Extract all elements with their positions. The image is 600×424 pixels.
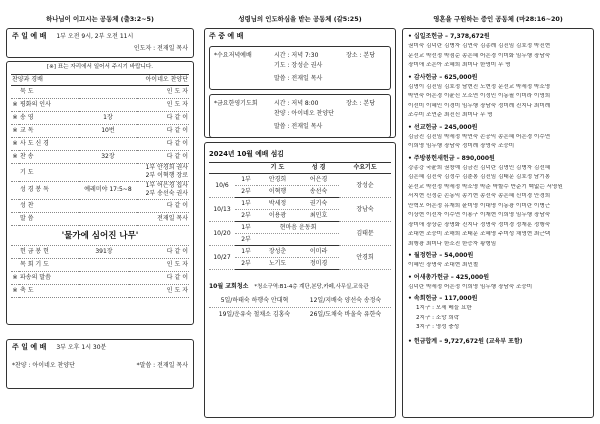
column-title: 하나님이 이끄시는 공동체 (출3:2~5) [46, 15, 154, 23]
order-row: 성 찬 다 같 이 [11, 199, 189, 212]
sermon-title: '물가에 심어진 나무' [11, 226, 189, 246]
offering-names: 이상현 이선자 이수연 이용구 이재현 이희영 임두행 장남숙 [408, 212, 551, 218]
offering-heading: • 선교헌금 – 245,000원 [408, 123, 478, 131]
offering-heading: • 어새총가헌금 – 425,000원 [408, 273, 490, 281]
offering-names: 1지구 : 모세 베들 요한 [416, 305, 472, 311]
column-weekday-worship [204, 0, 396, 424]
fri-name: *금요한영기도회 [214, 99, 258, 107]
order-table-2 [11, 246, 189, 299]
cleaning-item: 5일/하태숙 하행숙 안대혁 [220, 296, 289, 304]
column-title: 영혼을 구원하는 증인 공동체 (마28:16~20) [433, 15, 563, 23]
offering-names: 서지현 신정순 손동익 송기현 송선숙 송은혜 신미경 안경희 [408, 193, 551, 199]
main-service-box [6, 28, 194, 58]
order-row: ※ 교 독 10번 다 같 이 [11, 125, 189, 138]
offering-heading: • 월정헌금 – 54,000원 [408, 252, 474, 259]
offering-names: 김덕란 박세정 어은정 이희영 임두행 장남숙 조승미 [408, 283, 533, 290]
column-offerings [402, 0, 594, 424]
wed-word: 말씀 : 전재일 목사 [274, 75, 323, 82]
offering-names: 김명이 김진임 김호정 남현진 노현정 문선교 박세정 박소영 [408, 83, 551, 90]
order-header-item: 찬양과 경배 [11, 75, 137, 86]
cleaning-title: 10월 교회청소 [209, 283, 249, 291]
weekday-heading: 주 중 예 배 [209, 32, 244, 40]
roster-row: 10/20 1부 현마음 운동회 김태문 [209, 222, 391, 234]
order-row: ※ 축 도 인 도 자 [11, 285, 189, 298]
fri-time: 시간 : 저녁 8:00 [274, 99, 319, 107]
offering-names: 이희영 임두행 장남숙 정미례 장영숙 조승미 [408, 143, 515, 149]
roster-row: 2부 이용광 최민호 [209, 210, 391, 222]
offering-names: 강종강 국윤희 권창예 김금진 김덕란 김명인 김병자 김선혜 [408, 164, 551, 171]
offering-names: 안혁모 어은정 유재희 윤미영 이대명 이동광 이미란 이병근 [408, 202, 551, 209]
offering-names: 2지구 : 소망 희락 [416, 314, 460, 321]
stand-notice: [※] 표는 자리에서 일어서 주시기 바랍니다. [46, 64, 154, 70]
order-row: ※ 파송의 말씀 다 같 이 [11, 272, 189, 285]
offering-names: 문선교 박선정 박세정 박소영 박준 박할수 반준기 백없는 서영원 [408, 183, 563, 190]
wed-prayer: 기도 : 장성순 권사 [274, 62, 323, 69]
wednesday-service [209, 46, 391, 90]
wed-time: 시간 : 저녁 7:30 [274, 51, 319, 59]
fri-praise: 찬양 : 아이네오 찬양단 [274, 110, 334, 117]
fri-word: 말씀 : 전재일 목사 [274, 123, 323, 130]
offering-heading: • 십일조헌금 – 7,378,672원 [408, 33, 490, 40]
offering-names: 장미애 조은아 조혜희 최미나 한영미 무 명 [408, 62, 511, 68]
order-row: 묵 도 인 도 자 [11, 86, 189, 99]
roster-table [209, 162, 391, 270]
service-leader: 인도자 : 전재일 목사 [133, 44, 188, 52]
offering-names: 조수미 조연준 최진신 최미나 무 명 [408, 112, 493, 118]
offering-names: 권미숙 김덕란 김병자 김연숙 김종례 김진임 김호정 박진현 [408, 43, 551, 49]
column-title: 성령님의 인도하심을 받는 공동체 (갈5:25) [238, 15, 362, 23]
offering-names: 박연숙 어은경 이윤신 오소연 이정민 이동필 이미라 이영희 [408, 93, 551, 99]
order-row: ※ 평화의 인사 인 도 자 [11, 99, 189, 112]
roster-row: 2부 [209, 234, 391, 246]
afternoon-service-name: 주 일 예 배 [12, 343, 47, 351]
roster-title: 2024년 10월 예배 섬김 [209, 150, 284, 158]
scripture-row: 성 경 봉 독 예레미야 17:5~8 1부 어은경 집사 2부 송선숙 권사 [11, 181, 189, 199]
roster-row: 10/13 1부 박세정 권기숙 장남숙 [209, 198, 391, 210]
order-header-row [11, 75, 189, 86]
offerings-box [402, 28, 594, 418]
offering-names: 김은혜 김진숙 김정수 김춘봉 김진임 김태문 김호정 남기봉 [408, 174, 551, 180]
cleaning-item: 19일/운유숙 철채소 김홍숙 [218, 311, 291, 319]
order-row: 말 씀 전재일 목사 [11, 212, 189, 225]
fri-place: 장소 : 본당 [346, 99, 376, 107]
offering-names: 이혜인 장명숙 조대현 최민철 [408, 262, 479, 268]
prayer-row: 기 도 1부 안경희 권사 2부 이혁행 장로 [11, 164, 189, 182]
offering-names: 이선미 이혜인 이경미 임두행 장남숙 정미례 진지나 최미례 [408, 102, 551, 109]
offering-total: • 헌금합계 – 9,727,672원 (교육부 포함) [408, 337, 523, 345]
order-row: 목 회 기 도 인 도 자 [11, 259, 189, 272]
friday-service [209, 94, 391, 138]
roster-header: 기 도 성 경 수요기도 [209, 163, 391, 174]
roster-row: 10/27 1부 장성춘 이미라 안경희 [209, 246, 391, 258]
order-row: 헌 금 봉 헌 391장 다 같 이 [11, 246, 189, 259]
wed-name: *수요저녁예배 [214, 51, 252, 59]
wed-place: 장소 : 본당 [346, 51, 376, 59]
order-header-leader: 아이네오 찬양단 [137, 75, 189, 86]
order-row: ※ 송 영 1장 다 같 이 [11, 112, 189, 125]
cleaning-item: 26일/도채숙 바울숙 유한숙 [309, 311, 382, 319]
cleaning-item: 12일/지배숙 양선숙 송정숙 [309, 296, 382, 304]
order-row: ※ 찬 송 32장 다 같 이 [11, 151, 189, 164]
offering-names: 조대현 조승미 조해희 조태문 조혜영 주미성 채영현 최근택 [408, 231, 551, 237]
offering-names: 장미애 장상순 장명화 진지나 정명숙 정미경 정재훈 정행숙 [408, 221, 551, 228]
offering-heading: • 주방봉헌새헌금 – 890,000원 [408, 154, 495, 162]
offering-names: 최행광 최미나 한소진 한증자 황형임 [408, 240, 497, 247]
offering-heading: • 감사헌금 – 625,000원 [408, 73, 478, 81]
afternoon-praise: *찬양 : 아이네오 찬양단 [12, 361, 75, 369]
notice-box [6, 61, 194, 325]
roster-row: 10/6 1부 안경희 어은경 장성순 [209, 174, 391, 186]
weekday-box [204, 28, 396, 138]
order-table [11, 74, 189, 226]
roster-row: 2부 노기도 정미경 [209, 258, 391, 270]
service-time: 1부 오전 9시, 2부 오전 11시 [56, 32, 134, 40]
afternoon-word: *말씀 : 전재일 목사 [136, 361, 188, 369]
afternoon-service-box [6, 339, 194, 389]
cleaning-area: *청소구역:B1-4층 계단,본당,카페,사무실,교육관 [254, 283, 369, 290]
service-name: 주 일 예 배 [12, 32, 47, 40]
roster-row: 2부 이혁행 송선숙 [209, 186, 391, 198]
offering-names: 문선교 박선정 박점순 송은혜 어은경 이미화 임두행 장남숙 [408, 52, 551, 59]
afternoon-service-time: 3부 오후 1시 30분 [56, 343, 107, 351]
offering-heading: • 속회헌금 – 117,000원 [408, 295, 478, 302]
order-row: ※ 사 도 신 경 다 같 이 [11, 138, 189, 151]
offering-names: 3지구 : 영성 충성 [416, 324, 460, 330]
column-order-of-worship [6, 0, 194, 424]
roster-box [204, 142, 396, 418]
offering-names: 김금진 김진임 박세정 박연숙 손공익 송은혜 어은경 이수연 [408, 133, 551, 140]
